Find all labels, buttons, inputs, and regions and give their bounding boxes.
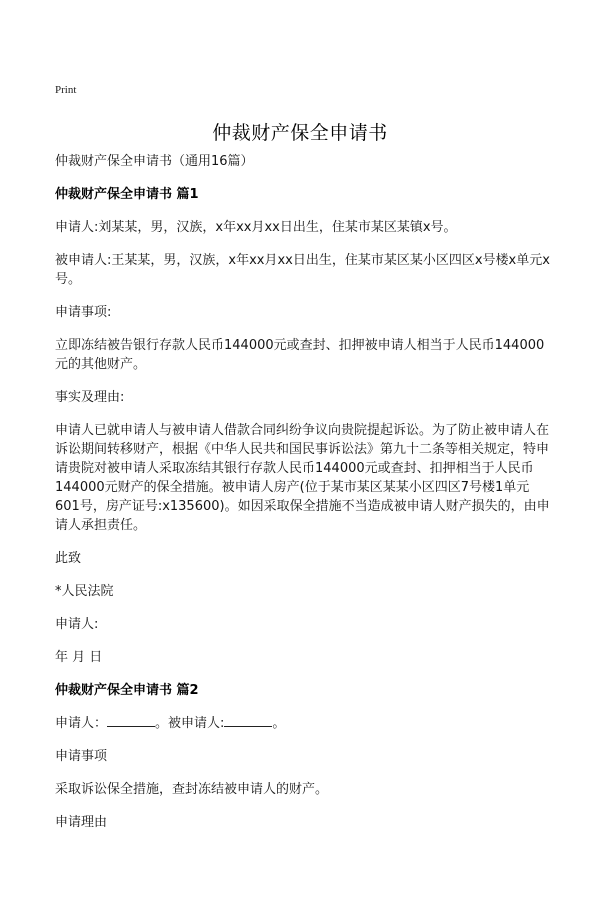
facts-label: 事实及理由: [55,390,125,405]
applicant-blank [107,714,155,727]
section-2-matters-text: 采取诉讼保全措施，查封冻结被申请人的财产。 [55,782,329,797]
applicant-mid: 。被申请人: [155,716,225,731]
closing-text: 此致 [55,551,82,566]
document-body [55,152,550,846]
document-title: 仲裁财产保全申请书 [212,122,388,144]
matters-label: 申请事项: [55,305,112,320]
section-2-applicant-line [55,714,550,733]
applicant-prefix: 申请人： [55,716,108,731]
facts-text: 申请人已就申请人与被申请人借款合同纠纷争议向贵院提起诉讼。为了防止被申请人在诉讼期间转移财产，根据《中华人民共和国民事诉讼法》第九十二条等相关规定，特申请贵院对被申请人采取冻结其银行存款人民币144000元或查封、扣押相当于人民币144000元财产的保全措施。被申请人房产(位于某市某区某某小区四区7号楼1单元601号，房产证号:x135600)。如因采取保全措施不当造成被申请人财产损失的，由申请人承担责任。 [55,423,550,533]
section-2-heading: 仲裁财产保全申请书 篇2 [55,683,199,698]
applicant-suffix: 。 [272,716,286,731]
matters-text: 立即冻结被告银行存款人民币144000元或查封、扣押被申请人相当于人民币144000元的其他财产。 [55,338,545,372]
court-name: *人民法院 [55,584,114,599]
section-2-matters-label: 申请事项 [55,749,108,764]
date-line: 年 月 日 [55,650,103,665]
print-label: Print [55,84,77,96]
section-2-reasons-label: 申请理由 [55,815,108,830]
signature-line: 申请人: [55,617,99,632]
respondent-info: 被申请人:王某某，男，汉族，x年xx月xx日出生，住某市某区某小区四区x号楼x单元x号。 [55,253,550,287]
applicant-info: 申请人:刘某某，男，汉族，x年xx月xx日出生，住某市某区某镇x号。 [55,220,457,235]
respondent-blank [224,714,272,727]
document-subtitle: 仲裁财产保全申请书（通用16篇） [55,154,254,169]
section-1-heading: 仲裁财产保全申请书 篇1 [55,187,199,202]
